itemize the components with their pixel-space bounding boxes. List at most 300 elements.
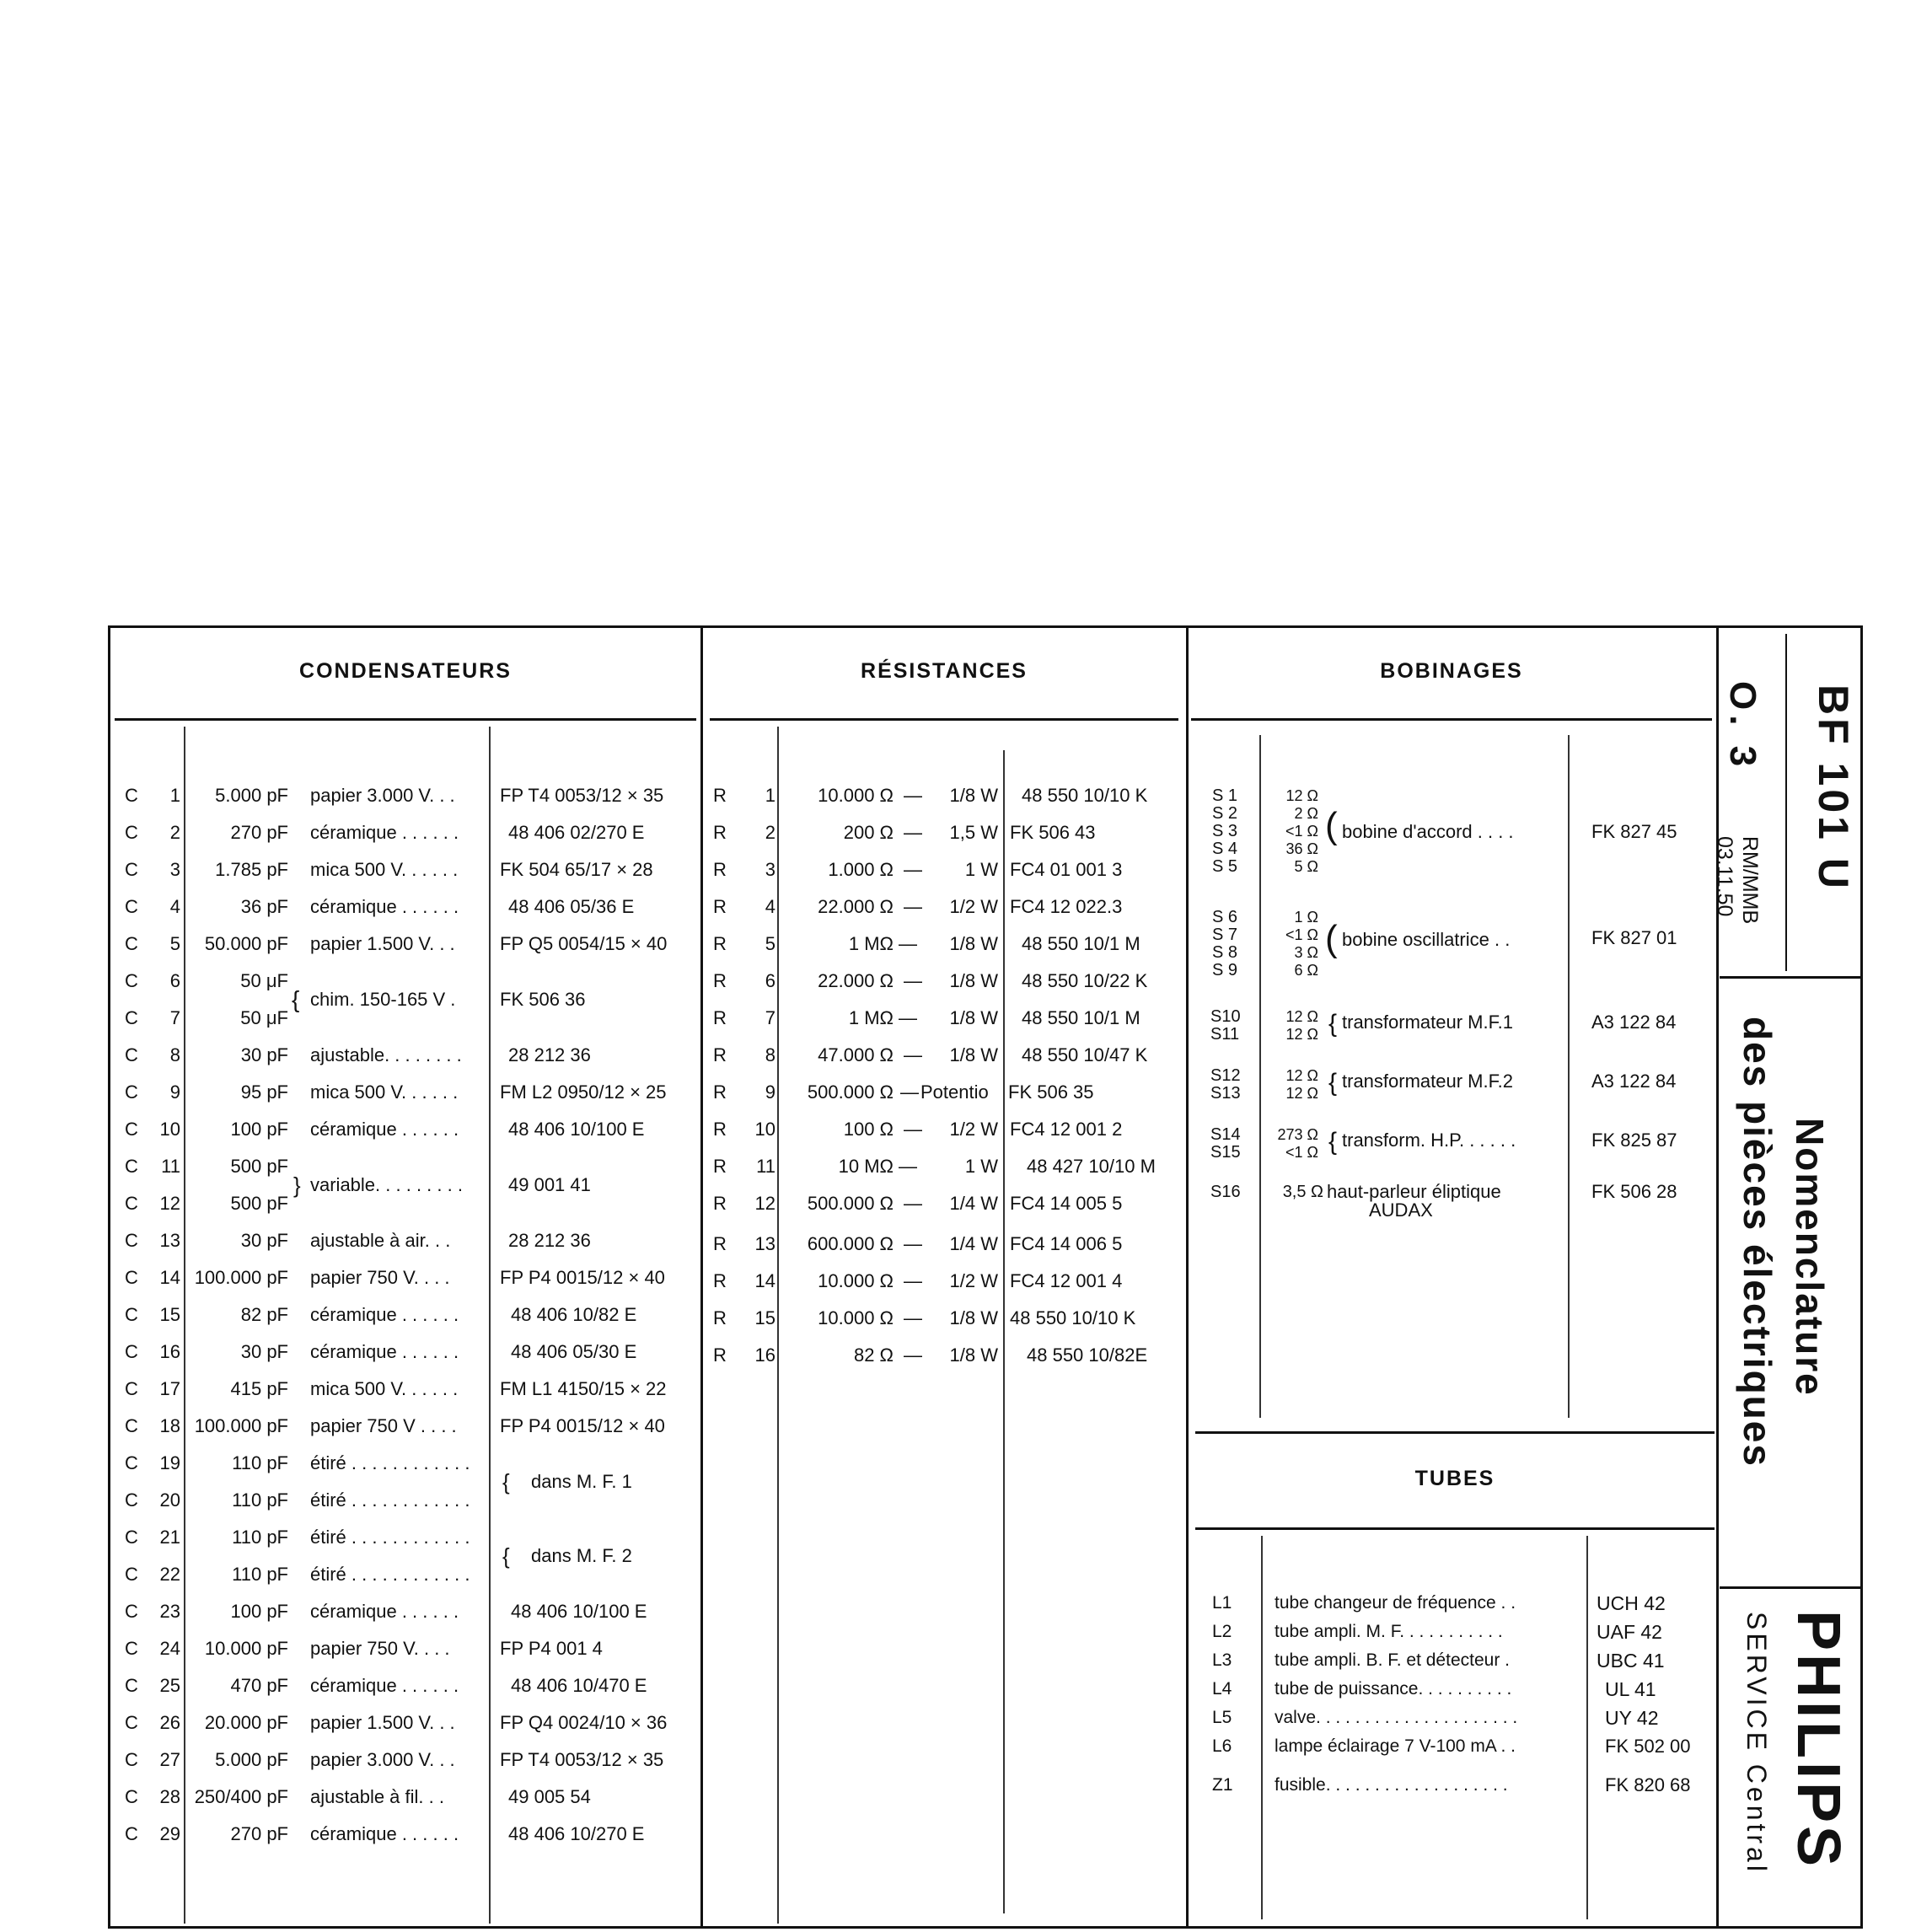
cond-code: FP Q4 0024/10 × 36: [500, 1712, 668, 1733]
cond-ref: C: [125, 1489, 138, 1511]
cond-ref: C: [125, 933, 138, 954]
res-num: 14: [754, 1270, 775, 1291]
bob-ref: S12: [1210, 1066, 1241, 1085]
res-dash: —: [899, 933, 917, 954]
res-code: 48 550 10/1 M: [1022, 933, 1140, 954]
cond-type: céramique . . . . . .: [310, 822, 459, 843]
cond-ref: C: [125, 1341, 138, 1362]
cond-code: FP P4 0015/12 × 40: [500, 1267, 665, 1288]
bob-group: [1204, 787, 1709, 897]
cond-type: papier 750 V. . . .: [310, 1267, 450, 1288]
res-dash: —: [899, 1007, 917, 1028]
res-code: FK 506 35: [1008, 1081, 1094, 1103]
res-num: 7: [765, 1007, 775, 1028]
cond-value: 110 pF: [232, 1527, 288, 1548]
divider-cond-res: [700, 628, 703, 1926]
res-code: 48 550 10/1 M: [1022, 1007, 1140, 1028]
bob-value: 5 Ω: [1294, 858, 1318, 875]
group-brace: (: [1325, 805, 1338, 846]
tube-desc: valve. . . . . . . . . . . . . . . . . . . . .: [1275, 1708, 1518, 1727]
reference-code: RM/MMB: [1738, 836, 1762, 925]
cond-type: chim. 150-165 V .: [310, 989, 456, 1010]
cond-code: FP P4 001 4: [500, 1638, 603, 1659]
cond-code: FP T4 0053/12 × 35: [500, 1749, 664, 1770]
cond-value: 100 pF: [230, 1119, 288, 1140]
res-header-rule: [710, 718, 1178, 721]
bob-ref: S 5: [1212, 857, 1238, 876]
cond-value: 270 pF: [230, 1823, 288, 1844]
cond-value: 470 pF: [230, 1675, 288, 1696]
res-value: 1 MΩ: [848, 933, 894, 954]
tube-code: FK 502 00: [1605, 1736, 1691, 1757]
cond-type: mica 500 V. . . . . .: [310, 859, 459, 880]
cond-code: 48 406 10/100 E: [508, 1119, 645, 1140]
bob-desc: bobine d'accord . . . .: [1342, 821, 1514, 842]
res-num: 1: [765, 785, 775, 806]
cond-type: étiré . . . . . . . . . . . .: [310, 1527, 470, 1548]
cond-ref: C: [125, 1230, 138, 1251]
res-power: 1/8 W: [949, 933, 998, 954]
res-code: 48 550 10/22 K: [1022, 970, 1148, 991]
cond-num: 24: [159, 1638, 180, 1659]
cond-ref: C: [125, 1749, 138, 1770]
bob-value: 273 Ω: [1277, 1126, 1318, 1143]
cond-ref: C: [125, 785, 138, 806]
cond-ref: C: [125, 1638, 138, 1659]
cond-num: 15: [159, 1304, 180, 1325]
res-power: 1/8 W: [949, 970, 998, 991]
cond-num: 23: [159, 1601, 180, 1622]
cond-code: dans M. F. 2: [531, 1545, 632, 1566]
cond-code: FP T4 0053/12 × 35: [500, 785, 664, 806]
cond-value: 50 μF: [240, 1007, 288, 1028]
res-power: 1/2 W: [949, 896, 998, 917]
cond-ref: C: [125, 1452, 138, 1473]
res-num: 3: [765, 859, 775, 880]
cond-ref: C: [125, 822, 138, 843]
res-dash: —: [904, 970, 922, 991]
tube-code: UBC 41: [1597, 1650, 1665, 1672]
bob-value: <1 Ω: [1285, 1144, 1318, 1161]
cond-num: 6: [169, 970, 180, 991]
cond-num: 28: [159, 1786, 180, 1807]
group-brace: (: [1325, 918, 1338, 959]
cond-ref: C: [125, 1712, 138, 1733]
cond-num: 29: [159, 1823, 180, 1844]
cond-type: papier 750 V. . . .: [310, 1638, 450, 1659]
bob-ref: S10: [1210, 1007, 1241, 1026]
sheet-title-line2: des pièces électriques: [1736, 1017, 1779, 1468]
res-dash: —: [904, 785, 922, 806]
cond-ref: C: [125, 1193, 138, 1214]
cond-ref: C: [125, 1823, 138, 1844]
res-num: 4: [765, 896, 775, 917]
bob-value: <1 Ω: [1285, 823, 1318, 840]
cond-type: papier 3.000 V. . .: [310, 1749, 455, 1770]
res-power: 1/8 W: [949, 1044, 998, 1065]
res-code: FC4 12 001 4: [1010, 1270, 1123, 1291]
res-num: 6: [765, 970, 775, 991]
res-value: 22.000 Ω: [818, 896, 894, 917]
cond-ref: C: [125, 1081, 138, 1103]
tubes-col-sep-2: [1586, 1536, 1588, 1919]
tube-ref: L6: [1212, 1736, 1232, 1756]
res-num: 13: [754, 1233, 775, 1254]
cond-code: 49 005 54: [508, 1786, 591, 1807]
cond-type: céramique . . . . . .: [310, 1119, 459, 1140]
res-dash: —: [904, 896, 922, 917]
cond-num: 9: [169, 1081, 180, 1103]
cond-value: 500 pF: [230, 1193, 288, 1214]
res-num: 16: [754, 1344, 775, 1366]
cond-num: 14: [159, 1267, 180, 1288]
bob-ref: S 6: [1212, 908, 1238, 926]
cond-ref: C: [125, 1267, 138, 1288]
cond-value: 30 pF: [240, 1341, 288, 1362]
cond-type: céramique . . . . . .: [310, 1304, 459, 1325]
cond-num: 7: [169, 1007, 180, 1028]
bob-value: 6 Ω: [1294, 962, 1318, 979]
cond-code: 48 406 10/82 E: [511, 1304, 637, 1325]
tube-code: UY 42: [1605, 1707, 1659, 1729]
cond-value: 415 pF: [230, 1378, 288, 1399]
res-code: 48 550 10/47 K: [1022, 1044, 1148, 1065]
bob-desc: transformateur M.F.1: [1342, 1012, 1513, 1033]
bob-ref: S 3: [1212, 822, 1238, 840]
res-code: FC4 01 001 3: [1010, 859, 1123, 880]
cond-ref: C: [125, 1119, 138, 1140]
cond-ref: C: [125, 1007, 138, 1028]
sheet-number: O. 3: [1722, 681, 1763, 772]
cond-num: 16: [159, 1341, 180, 1362]
cond-value: 110 pF: [232, 1489, 288, 1511]
bob-value: 12 Ω: [1285, 1067, 1318, 1084]
cond-ref: C: [125, 1786, 138, 1807]
res-ref: R: [713, 933, 727, 954]
res-dash: —: [904, 1193, 922, 1214]
bob-value: 36 Ω: [1285, 840, 1318, 857]
cond-num: 17: [159, 1378, 180, 1399]
res-num: 15: [754, 1307, 775, 1328]
cond-type: céramique . . . . . .: [310, 1601, 459, 1622]
tube-ref: L4: [1212, 1679, 1232, 1699]
cond-value: 270 pF: [230, 822, 288, 843]
condensateurs-title: CONDENSATEURS: [299, 659, 512, 683]
reference-date: 03.11.50: [1713, 836, 1736, 917]
cond-type: papier 1.500 V. . .: [310, 1712, 455, 1733]
bob-ref: S16: [1210, 1183, 1241, 1201]
cond-value: 30 pF: [240, 1230, 288, 1251]
res-power: 1/2 W: [949, 1270, 998, 1291]
cond-num: 2: [169, 822, 180, 843]
res-value: 10.000 Ω: [818, 1270, 894, 1291]
bob-value: 2 Ω: [1294, 805, 1318, 822]
bob-ref: S 4: [1212, 840, 1238, 858]
res-code: FK 506 43: [1010, 822, 1096, 843]
group-brace: {: [1328, 1128, 1338, 1156]
res-power: 1/8 W: [949, 785, 998, 806]
bob-code: A3 122 84: [1591, 1071, 1677, 1092]
tube-desc: fusible. . . . . . . . . . . . . . . . . . .: [1275, 1775, 1508, 1795]
cond-value: 5.000 pF: [215, 1749, 288, 1770]
bob-ref: S 9: [1212, 961, 1238, 979]
cond-type: mica 500 V. . . . . .: [310, 1378, 459, 1399]
tube-desc: tube changeur de fréquence . .: [1275, 1593, 1516, 1613]
res-dash: —: [904, 1307, 922, 1328]
bob-code: FK 825 87: [1591, 1130, 1677, 1151]
res-code: FC4 14 006 5: [1010, 1233, 1123, 1254]
res-value: 600.000 Ω: [807, 1233, 894, 1254]
cond-value: 250/400 pF: [194, 1786, 288, 1807]
bob-group: [1204, 909, 1709, 993]
cond-type: céramique . . . . . .: [310, 1675, 459, 1696]
res-code: FC4 12 001 2: [1010, 1119, 1123, 1140]
cond-value: 1.785 pF: [215, 859, 288, 880]
cond-value: 50 μF: [240, 970, 288, 991]
res-power: Potentio: [920, 1081, 989, 1103]
cond-value: 30 pF: [240, 1044, 288, 1065]
cond-num: 13: [159, 1230, 180, 1251]
side-model-divider: [1785, 634, 1787, 971]
res-dash: —: [904, 1344, 922, 1366]
cond-value: 100 pF: [230, 1601, 288, 1622]
res-ref: R: [713, 1193, 727, 1214]
tube-desc: tube ampli. M. F. . . . . . . . . . .: [1275, 1622, 1503, 1641]
cond-num: 1: [169, 785, 180, 806]
res-power: 1/8 W: [949, 1344, 998, 1366]
cond-num: 20: [159, 1489, 180, 1511]
cond-type: papier 3.000 V. . .: [310, 785, 455, 806]
cond-num: 22: [159, 1564, 180, 1585]
side-rule-1: [1720, 976, 1861, 979]
tube-code: UL 41: [1605, 1678, 1656, 1700]
res-dash: —: [899, 1156, 917, 1177]
cond-code: 48 406 05/36 E: [508, 896, 635, 917]
bob-header-rule: [1191, 718, 1712, 721]
cond-type: étiré . . . . . . . . . . . .: [310, 1489, 470, 1511]
bob-value: 3,5 Ω: [1282, 1183, 1323, 1201]
cond-ref: C: [125, 1044, 138, 1065]
cond-ref: C: [125, 1675, 138, 1696]
res-value: 82 Ω: [853, 1344, 894, 1366]
cond-type: céramique . . . . . .: [310, 896, 459, 917]
bob-ref: S15: [1210, 1143, 1241, 1162]
res-power: 1/8 W: [949, 1007, 998, 1028]
res-value: 1.000 Ω: [828, 859, 894, 880]
res-ref: R: [713, 1007, 727, 1028]
res-code: 48 550 10/10 K: [1010, 1307, 1136, 1328]
res-col-sep-2: [1003, 750, 1005, 1913]
cond-type: étiré . . . . . . . . . . . .: [310, 1564, 470, 1585]
cond-type: céramique . . . . . .: [310, 1341, 459, 1362]
res-value: 10.000 Ω: [818, 1307, 894, 1328]
cond-num: 21: [159, 1527, 180, 1548]
cond-value: 50.000 pF: [204, 933, 288, 954]
bob-ref: S 7: [1212, 926, 1238, 944]
group-brace: {: [292, 986, 300, 1012]
bob-ref: S13: [1210, 1084, 1241, 1103]
res-col-sep-1: [777, 727, 779, 1924]
res-value: 200 Ω: [843, 822, 894, 843]
cond-code: 48 406 10/470 E: [511, 1675, 647, 1696]
res-value: 1 MΩ: [848, 1007, 894, 1028]
bob-code: A3 122 84: [1591, 1012, 1677, 1033]
cond-value: 5.000 pF: [215, 785, 288, 806]
res-ref: R: [713, 1119, 727, 1140]
res-value: 10.000 Ω: [818, 785, 894, 806]
cond-num: 3: [169, 859, 180, 880]
cond-code: FP P4 0015/12 × 40: [500, 1415, 665, 1436]
bob-desc: transformateur M.F.2: [1342, 1071, 1513, 1092]
res-power: 1/4 W: [949, 1193, 998, 1214]
cond-ref: C: [125, 1527, 138, 1548]
cond-num: 8: [169, 1044, 180, 1065]
res-ref: R: [713, 1044, 727, 1065]
bob-value: 1 Ω: [1294, 909, 1318, 926]
cond-ref: C: [125, 1378, 138, 1399]
bob-code: FK 827 01: [1591, 927, 1677, 948]
bob-value: 3 Ω: [1294, 944, 1318, 961]
group-brace: {: [502, 1543, 510, 1569]
bob-ref: S 8: [1212, 943, 1238, 962]
tube-ref: L5: [1212, 1708, 1232, 1727]
res-value: 100 Ω: [843, 1119, 894, 1140]
res-dash: —: [904, 859, 922, 880]
cond-num: 12: [159, 1193, 180, 1214]
res-code: 48 427 10/10 M: [1027, 1156, 1156, 1177]
bob-ref: S14: [1210, 1125, 1241, 1144]
bobinages-title: BOBINAGES: [1380, 659, 1523, 683]
cond-type: ajustable à fil. . .: [310, 1786, 444, 1807]
bob-value: 12 Ω: [1285, 1026, 1318, 1043]
bob-code: FK 506 28: [1591, 1181, 1677, 1202]
res-num: 2: [765, 822, 775, 843]
bob-group: [1204, 1008, 1709, 1050]
cond-num: 18: [159, 1415, 180, 1436]
res-value: 22.000 Ω: [818, 970, 894, 991]
cond-num: 11: [161, 1156, 180, 1177]
bob-value: 12 Ω: [1285, 1008, 1318, 1025]
bob-desc: bobine oscillatrice . .: [1342, 929, 1511, 950]
res-power: 1/2 W: [949, 1119, 998, 1140]
res-ref: R: [713, 970, 727, 991]
tube-code: UAF 42: [1597, 1621, 1662, 1643]
res-num: 10: [754, 1119, 775, 1140]
bob-desc: haut-parleur éliptique: [1327, 1181, 1501, 1202]
res-ref: R: [713, 896, 727, 917]
cond-num: 26: [159, 1712, 180, 1733]
cond-code: 48 406 02/270 E: [508, 822, 645, 843]
cond-code: 28 212 36: [508, 1044, 591, 1065]
group-brace: {: [1328, 1010, 1338, 1038]
res-dash: —: [904, 1119, 922, 1140]
cond-type: ajustable. . . . . . . .: [310, 1044, 462, 1065]
res-power: 1/4 W: [949, 1233, 998, 1254]
group-brace: {: [1328, 1069, 1338, 1097]
cond-code: 48 406 05/30 E: [511, 1341, 637, 1362]
cond-value: 95 pF: [240, 1081, 288, 1103]
res-num: 8: [765, 1044, 775, 1065]
cond-code: FM L2 0950/12 × 25: [500, 1081, 667, 1103]
cond-type: étiré . . . . . . . . . . . .: [310, 1452, 470, 1473]
cond-ref: C: [125, 970, 138, 991]
res-power: 1/8 W: [949, 1307, 998, 1328]
res-num: 9: [765, 1081, 775, 1103]
bob-desc-brand: AUDAX: [1369, 1199, 1433, 1221]
bob-value: <1 Ω: [1285, 926, 1318, 943]
cond-ref: C: [125, 1304, 138, 1325]
res-dash: —: [904, 1044, 922, 1065]
sheet-title-line1: Nomenclature: [1788, 1118, 1832, 1397]
divider-bob-side: [1716, 628, 1719, 1926]
res-num: 11: [756, 1156, 775, 1177]
cond-value: 100.000 pF: [194, 1415, 288, 1436]
res-code: 48 550 10/10 K: [1022, 785, 1148, 806]
tubes-title: TUBES: [1414, 1467, 1495, 1490]
group-brace: }: [293, 1173, 301, 1198]
res-ref: R: [713, 1307, 727, 1328]
tube-desc: lampe éclairage 7 V-100 mA . .: [1275, 1736, 1516, 1756]
bob-group: [1204, 1126, 1709, 1168]
cond-ref: C: [125, 1564, 138, 1585]
cond-ref: C: [125, 1156, 138, 1177]
cond-code: dans M. F. 1: [531, 1471, 632, 1492]
res-ref: R: [713, 859, 727, 880]
model-number: BF 101 U: [1810, 684, 1857, 892]
tube-code: UCH 42: [1597, 1592, 1666, 1614]
service-label: SERVICE Central: [1741, 1612, 1772, 1875]
res-power: 1 W: [964, 1156, 998, 1177]
tube-ref: L1: [1212, 1593, 1232, 1613]
resistances-title: RÉSISTANCES: [861, 659, 1028, 683]
res-code: FC4 14 005 5: [1010, 1193, 1123, 1214]
cond-ref: C: [125, 1601, 138, 1622]
res-ref: R: [713, 1081, 727, 1103]
cond-code: FM L1 4150/15 × 22: [500, 1378, 667, 1399]
tube-desc: tube de puissance. . . . . . . . . .: [1275, 1679, 1512, 1699]
res-dash: —: [904, 1233, 922, 1254]
tube-ref: L3: [1212, 1650, 1232, 1670]
res-num: 12: [754, 1193, 775, 1214]
cond-code: 48 406 10/270 E: [508, 1823, 645, 1844]
cond-num: 4: [169, 896, 180, 917]
tube-ref: Z1: [1212, 1775, 1233, 1795]
group-brace: {: [502, 1469, 510, 1495]
cond-value: 82 pF: [240, 1304, 288, 1325]
res-power: 1,5 W: [949, 822, 998, 843]
res-power: 1 W: [964, 859, 998, 880]
bob-value: 12 Ω: [1285, 1085, 1318, 1102]
cond-value: 36 pF: [240, 896, 288, 917]
cond-value: 100.000 pF: [194, 1267, 288, 1288]
res-dash: —: [904, 1270, 922, 1291]
cond-value: 110 pF: [232, 1452, 288, 1473]
cond-ref: C: [125, 896, 138, 917]
bob-value: 12 Ω: [1285, 787, 1318, 804]
res-dash: —: [900, 1081, 919, 1103]
cond-type: mica 500 V. . . . . .: [310, 1081, 459, 1103]
bob-code: FK 827 45: [1591, 821, 1677, 842]
cond-type: ajustable à air. . .: [310, 1230, 451, 1251]
cond-code: 49 001 41: [508, 1174, 591, 1195]
cond-type: papier 750 V . . . .: [310, 1415, 457, 1436]
res-ref: R: [713, 1270, 727, 1291]
cond-code: FK 506 36: [500, 989, 586, 1010]
cond-type: papier 1.500 V. . .: [310, 933, 455, 954]
tube-code: FK 820 68: [1605, 1774, 1691, 1795]
cond-header-rule: [115, 718, 696, 721]
cond-ref: C: [125, 859, 138, 880]
